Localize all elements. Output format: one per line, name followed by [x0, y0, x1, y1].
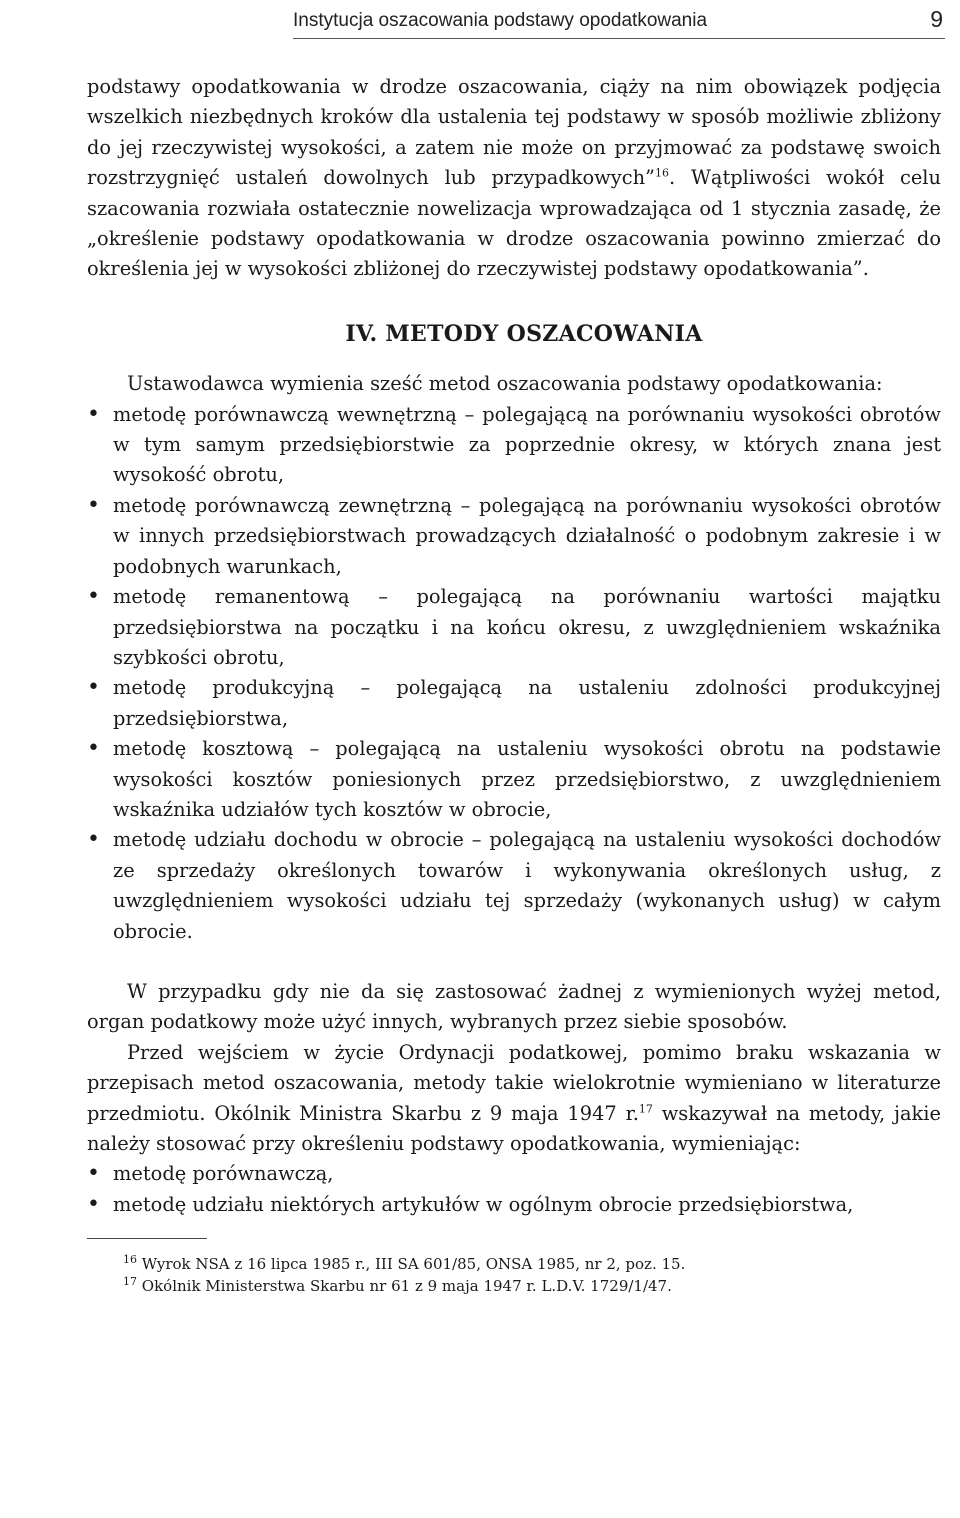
footnote-17: [123, 1275, 941, 1297]
list-item: • metodę porównawczą,: [87, 1159, 941, 1189]
page-body: [87, 72, 941, 1297]
history-text: Przed wejściem w życie Ordynacji podatkowej, pomimo braku wskazania w przepisach metod oszacowania, metody takie wielokrotnie wymieniano w literaturze przedmiotu. Okólnik Ministra Skarbu z 9 maja 1947 r.: [87, 1040, 941, 1125]
footnote-text: Wyrok NSA z 16 lipca 1985 r., III SA 601/85, ONSA 1985, nr 2, poz. 15.: [141, 1255, 686, 1274]
footnote-number: 17: [123, 1275, 137, 1289]
footnote-16: [123, 1253, 941, 1275]
footnotes: [87, 1253, 941, 1297]
list-item: • metodę udziału dochodu w obrocie – polegającą na ustaleniu wysokości dochodów ze sprzedaży określonych towarów i wykonywania określonych usług, z uwzględnieniem wysokości udziału tej sprzedaży (wykonanych usług) w całym obrocie.: [87, 825, 941, 947]
page-number: 9: [930, 6, 943, 32]
history-paragraph: [87, 1038, 941, 1160]
old-methods-list: [87, 1159, 941, 1220]
intro-paragraph: [87, 72, 941, 285]
footnote-ref-16: 16: [654, 166, 669, 180]
list-item: • metodę porównawczą zewnętrzną – polegającą na porównaniu wysokości obrotów w innych przedsiębiorstwach prowadzących działalność o podobnym zakresie i w podobnych warunkach,: [87, 491, 941, 582]
list-item: • metodę porównawczą wewnętrzną – polegającą na porównaniu wysokości obrotów w tym samym przedsiębiorstwie za poprzednie okresy, w których znana jest wysokość obrotu,: [87, 400, 941, 491]
running-header: [293, 6, 945, 39]
running-header-title: Instytucja oszacowania podstawy opodatkowania: [293, 10, 708, 31]
methods-lead: Ustawodawca wymienia sześć metod oszacowania podstawy opodatkowania:: [127, 372, 883, 396]
other-methods-paragraph: W przypadku gdy nie da się zastosować żadnej z wymienionych wyżej metod, organ podatkowy może użyć innych, wybranych przez siebie sposobów.: [87, 979, 941, 1034]
section-heading: IV. METODY OSZACOWANIA: [345, 320, 703, 347]
intro-text-continued: . Wątpliwości wokół celu szacowania rozwiała ostatecznie nowelizacja wprowadzająca od 1 stycznia zasadę, że „określenie podstawy opodatkowania w drodze oszacowania powinno zmierzać do określenia jej w wysokości zbliżonej do rzeczywistej podstawy opodatkowania”.: [87, 166, 941, 281]
list-item: • metodę remanentową – polegającą na porównaniu wartości majątku przedsiębiorstwa na początku i na końcu okresu, z uwzględnieniem wskaźnika szybkości obrotu,: [87, 582, 941, 673]
history-text-continued: wskazywał na metody, jakie należy stosować przy określeniu podstawy opodatkowania, wymieniając:: [87, 1101, 941, 1155]
footnote-ref-17: 17: [638, 1102, 653, 1116]
list-item: • metodę kosztową – polegającą na ustaleniu wysokości obrotu na podstawie wysokości kosztów poniesionych przez przedsiębiorstwo, z uwzględnieniem wskaźnika udziałów tych kosztów w obrocie,: [87, 734, 941, 825]
footnote-divider: [87, 1238, 207, 1239]
list-item: • metodę udziału niektórych artykułów w ogólnym obrocie przedsiębiorstwa,: [87, 1190, 941, 1220]
list-item: • metodę produkcyjną – polegającą na ustaleniu zdolności produkcyjnej przedsiębiorstwa,: [87, 673, 941, 734]
methods-list: [87, 400, 941, 947]
intro-text: podstawy opodatkowania w drodze oszacowania, ciąży na nim obowiązek podjęcia wszelkich niezbędnych kroków dla ustalenia tej podstawy w sposób możliwie zbliżony do jej rzeczywistej wysokości, a zatem nie może on przyjmować za podstawę swoich rozstrzygnięć ustaleń dowolnych lub przypadkowych”: [87, 75, 941, 190]
footnote-text: Okólnik Ministerstwa Skarbu nr 61 z 9 maja 1947 r. L.D.V. 1729/1/47.: [141, 1277, 672, 1296]
footnote-number: 16: [123, 1253, 137, 1267]
